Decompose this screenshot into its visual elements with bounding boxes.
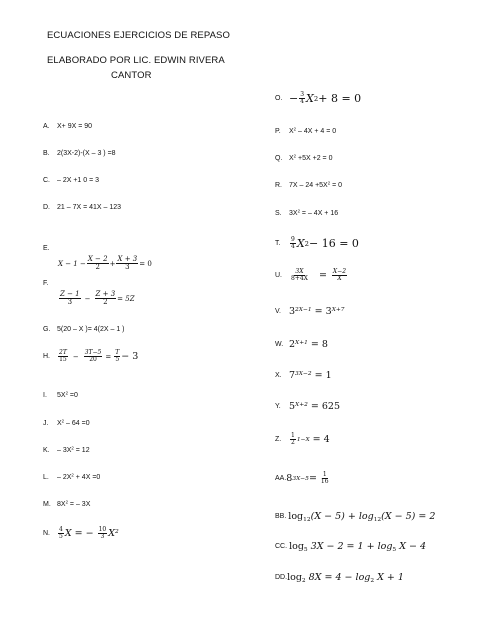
equation-rhs: = 1 [311,370,332,381]
equation-base: X [57,420,62,427]
exercise-label: X. [275,372,282,379]
exponent: 2 [65,499,68,505]
exercise-label: S. [275,210,282,217]
exponent: 2 [297,208,300,214]
equation-base: 7X – 24 +5X [289,182,328,189]
exercise-n [43,527,119,541]
exponent: 2 [293,126,297,132]
operator: − [289,92,299,106]
fraction: $\frac{3}{4}$ [300,91,305,106]
exercise-label: H. [43,353,50,361]
equation-rhs: – 64 =0 [64,420,90,427]
fraction: $\frac{Z + 3}{2}$ [95,290,116,307]
equation-term: (X − 5) = 2 [381,511,436,522]
exercise-label: B. [43,150,50,157]
equation-base: – 3X [57,447,72,454]
exercise-label: T. [275,240,281,248]
exercise-v [275,306,345,317]
exercise-c [43,177,99,184]
exercise-cc [275,541,426,552]
exercise-u [275,269,348,283]
exercise-label: L. [43,474,49,481]
exercise-o: O. − $\frac{3}{4}$ X 2 + 8 = 0 [275,91,362,106]
exponent: 2 [293,153,297,159]
equation-base: 5X [57,392,66,399]
equation-term: X − 4 [396,541,426,552]
exercise-label: J. [43,420,49,427]
exercise-z: Z. $\frac{1}{2}$ 1−X = 4 [275,432,330,447]
equation: X+ 9X = 90 [57,123,93,130]
log-base: 5 [303,546,308,553]
equation-base: X [296,237,305,251]
equation-term: (X − 5) + log [310,511,374,522]
equation-base: X [289,155,294,162]
exercise-label: Q. [275,155,283,162]
exercise-label: V. [275,308,281,315]
exponent: 2 [61,418,65,424]
equation-rhs: = 0 [139,259,152,268]
fraction: $\frac{4}{5}$ [59,526,63,541]
equation-rhs: – 4X + 4 = 0 [296,128,337,135]
equation-base: X [306,92,314,106]
exponent: 2 [71,472,74,478]
log-base: 12 [303,516,311,523]
exercise-w [275,339,328,350]
exercise-label: AA. [275,475,287,483]
exercise-i [43,392,78,399]
author-line: ELABORADO POR LIC. EDWIN RIVERA [47,55,225,66]
fraction: $\frac{Z - 1}{3}$ [60,290,80,307]
exercise-label: U. [275,272,282,280]
exercise-p [275,128,336,135]
equation-rhs: =0 [67,392,78,399]
equation-base: 7 [289,370,296,381]
equation-rhs: − 16 = 0 [309,237,359,251]
exponent: X+7 [331,306,345,313]
equation-base: 3 [289,306,296,317]
exercise-d [43,204,121,211]
equation-term: 8X = 4 − log [305,572,371,583]
equation-rhs: = 5Z [117,294,135,303]
equation-rhs: = 12 [73,447,90,454]
exercise-label: G. [43,326,51,333]
exercise-l [43,474,100,481]
exercise-a [43,123,92,130]
exponent: 2 [327,180,331,186]
exercise-label: M. [43,501,51,508]
exercise-label: I. [43,392,47,399]
log-base: 2 [301,577,306,584]
exercise-label: P. [275,128,281,135]
equation: – 2X +1 0 = 3 [57,177,100,184]
exercise-t: T. $\frac{9}{4}$ X 2 − 16 = 0 [275,236,359,251]
equation-base: – 2X [57,474,72,481]
exercise-label: D. [43,204,50,211]
equation-rhs: = 0 [330,182,343,189]
exercise-s [275,210,338,217]
log-base: 12 [373,516,382,523]
log-function: log [287,572,302,583]
exercise-bb [275,511,435,522]
equation-base: 5 [289,401,296,412]
equation-base: 8 [286,473,293,485]
fraction: $\frac{10}{3}$ [98,526,107,541]
document-title: ECUACIONES EJERCICIOS DE REPASO [47,30,230,41]
exercise-x [275,370,332,381]
equation: 5(20 – X )= 4(2X – 1 ) [57,326,125,333]
equation-rhs: = 8 [307,339,328,350]
exercise-y [275,401,340,412]
exponent: 2X−1 [295,306,312,313]
exponent: 3X−2 [295,370,312,377]
fraction: $\frac{X-2}{X}$ [332,268,347,283]
fraction: $\frac{X - 2}{2}$ [87,255,108,272]
exercise-label: CC. [275,543,288,550]
equation-rhs: − 3 [121,351,139,363]
exercise-label: Y. [275,403,281,410]
fraction: $\frac{9}{4}$ [291,236,295,251]
exercise-label: A. [43,123,50,130]
operator: − [84,294,91,303]
exercise-label-e: E. [43,245,50,252]
exercise-label: R. [275,182,282,189]
exercise-label: Z. [275,436,282,444]
fraction: $\frac{1}{16}$ [320,471,329,486]
equation: 21 – 7X = 41X – 123 [57,204,122,211]
operator: = [105,352,112,361]
exercise-m [43,501,90,508]
exponent: X+2 [295,401,308,408]
exercise-h [43,350,138,364]
fraction: $\frac{1}{2}$ [291,432,295,447]
equation-rhs: + 8 = 0 [318,92,362,106]
fraction: $\frac{3T-5}{20}$ [84,349,102,364]
log-base: 2 [370,577,375,584]
exponent: 2 [65,390,68,396]
equation-term: X − 1 − [58,259,86,268]
exercise-label: K. [43,447,50,454]
equation-rhs: + 4X =0 [73,474,101,481]
exercise-dd [275,572,404,583]
equation-rhs: = 4 [312,434,330,446]
exercise-e [58,256,152,272]
equation-rhs: = 3 [311,306,332,317]
equation-base: 3X [289,210,298,217]
operator: + [109,259,116,268]
exercise-label: O. [275,95,283,103]
fraction: $\frac{3X}{8+4X}$ [291,268,308,283]
exponent: 2 [71,445,74,451]
operator: = [308,473,317,485]
exercise-label: N. [43,530,50,538]
equation-rhs: = – 3X [67,501,91,508]
exponent: X+1 [295,339,308,346]
exercise-label: BB. [275,513,287,520]
operator: − [72,352,79,361]
exercise-label-f: F. [43,280,49,287]
equation-term: 3X − 2 = 1 + log [307,541,393,552]
operator: = [318,270,327,282]
exercise-q [275,155,333,162]
fraction: $\frac{X + 3}{3}$ [117,255,138,272]
exercise-aa: AA. 8 3X−5 = $\frac{1}{16}$ [275,471,329,486]
equation-base: X [289,128,294,135]
exercise-label: W. [275,341,284,348]
equation-rhs: = 625 [307,401,341,412]
equation: 2(3X-2)-(X – 3 ) =8 [57,150,116,157]
exercise-k [43,447,90,454]
fraction: $\frac{T}{5}$ [115,349,120,364]
equation-term: X + 1 [374,572,404,583]
log-function: log [288,511,304,522]
equation-term: X = − [64,528,94,540]
author-line-2: CANTOR [111,70,152,81]
equation-rhs: = – 4X + 16 [299,210,339,217]
equation-base: X [108,528,115,540]
equation-base: 2 [289,339,296,350]
equation-base: 8X [57,501,66,508]
exercise-f [58,291,135,307]
exercise-b [43,150,116,157]
fraction: $\frac{2T}{15}$ [59,349,67,364]
exercise-g [43,326,125,333]
log-function: log [289,541,304,552]
exercise-label: DD. [275,574,288,581]
exponent: 2 [114,529,119,536]
exercise-j [43,420,90,427]
exercise-r [275,182,342,189]
equation-rhs: +5X +2 = 0 [296,155,333,162]
exercise-label: C. [43,177,50,184]
log-base: 5 [392,546,397,553]
